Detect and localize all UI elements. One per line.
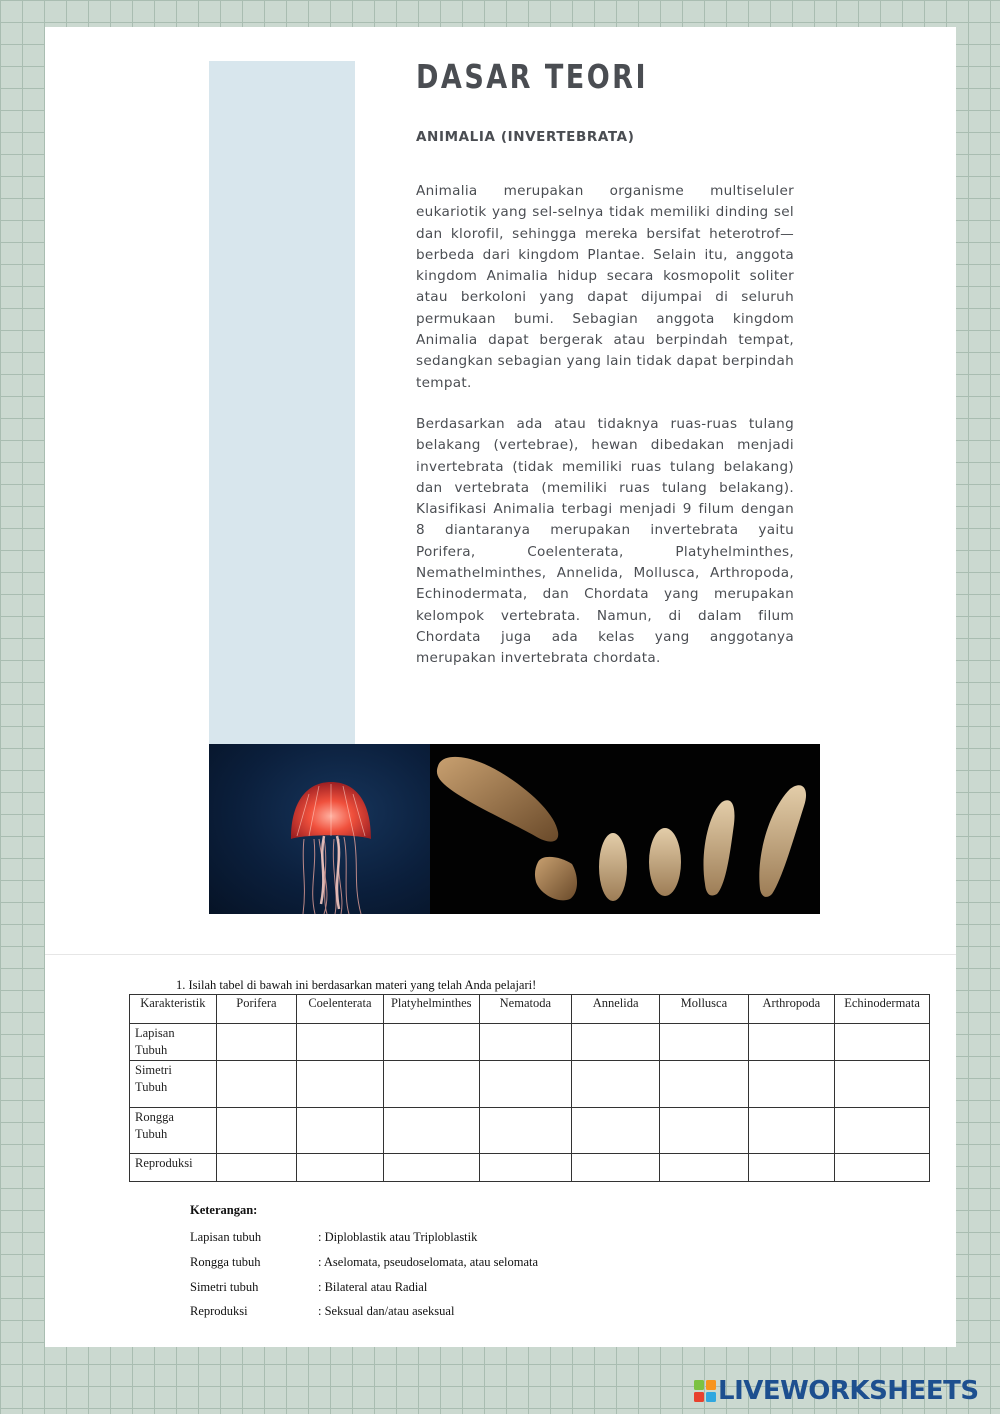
answer-cell[interactable] — [216, 1108, 296, 1154]
answer-cell[interactable] — [835, 1108, 930, 1154]
answer-cell[interactable] — [571, 1108, 659, 1154]
legend-item — [190, 1230, 538, 1255]
answer-cell[interactable] — [748, 1061, 835, 1108]
legend-description: : Aselomata, pseudoselomata, atau selomata — [318, 1254, 539, 1269]
classification-table — [129, 994, 930, 1182]
row-header-line: Tubuh — [135, 1043, 168, 1057]
theory-paragraph-2: Berdasarkan ada atau tidaknya ruas-ruas tulang belakang (vertebrae), hewan dibedakan menjadi invertebrata (tidak memiliki ruas tulang belakang) dan vertebrata (memiliki ruas tulang belakang). Klasifikasi Animalia terbagi menjadi 9 filum dengan 8 diantaranya merupakan invertebrata yaitu Porifera, Coelenterata, Platyhelminthes, Nemathelminthes, Annelida, Mollusca, Arthropoda, Echinodermata, dan Chordata yang merupakan kelompok vertebrata. Namun, di dalam filum Chordata juga ada kelas yang anggotanya merupakan invertebrata chordata. — [416, 416, 794, 667]
task-instruction: 1. Isilah tabel di bawah ini berdasarkan materi yang telah Anda pelajari! — [176, 978, 537, 992]
column-header: Porifera — [216, 995, 296, 1024]
answer-cell[interactable] — [660, 1154, 748, 1182]
liveworksheets-logo-icon — [694, 1380, 716, 1402]
answer-cell[interactable] — [297, 1061, 384, 1108]
answer-cell[interactable] — [660, 1024, 748, 1061]
brand-name: LIVEWORKSHEETS — [718, 1376, 979, 1406]
answer-cell[interactable] — [748, 1154, 835, 1182]
row-header — [130, 1061, 217, 1108]
table-row — [130, 1024, 930, 1061]
answer-cell[interactable] — [297, 1154, 384, 1182]
page-title: DASAR TEORI — [416, 57, 649, 96]
column-header: Mollusca — [660, 995, 748, 1024]
column-header: Coelenterata — [297, 995, 384, 1024]
legend-term: Simetri tubuh — [190, 1279, 259, 1294]
legend-term: Reproduksi — [190, 1304, 248, 1319]
legend — [190, 1203, 538, 1329]
legend-item — [190, 1255, 538, 1280]
legend-description: : Diploblastik atau Triploblastik — [318, 1230, 478, 1244]
column-header: Echinodermata — [835, 995, 930, 1024]
row-header-line: Tubuh — [135, 1127, 168, 1141]
row-header-line: Simetri — [135, 1063, 172, 1077]
section-divider — [45, 954, 956, 955]
table-header-row — [130, 995, 930, 1024]
answer-cell[interactable] — [479, 1061, 571, 1108]
table-row — [130, 1108, 930, 1154]
answer-cell[interactable] — [383, 1024, 479, 1061]
column-header: Platyhelminthes — [383, 995, 479, 1024]
column-header: Annelida — [571, 995, 659, 1024]
answer-cell[interactable] — [835, 1024, 930, 1061]
legend-term: Lapisan tubuh — [190, 1230, 262, 1244]
column-header: Arthropoda — [748, 995, 835, 1024]
legend-description: : Seksual dan/atau aseksual — [318, 1304, 455, 1319]
jellyfish-photo — [209, 744, 430, 914]
answer-cell[interactable] — [216, 1061, 296, 1108]
answer-cell[interactable] — [479, 1154, 571, 1182]
answer-cell[interactable] — [297, 1108, 384, 1154]
answer-cell[interactable] — [383, 1108, 479, 1154]
answer-cell[interactable] — [660, 1108, 748, 1154]
answer-cell[interactable] — [383, 1061, 479, 1108]
row-header — [130, 1024, 217, 1061]
decorative-side-bar — [209, 61, 355, 745]
answer-cell[interactable] — [571, 1061, 659, 1108]
answer-cell[interactable] — [571, 1024, 659, 1061]
answer-cell[interactable] — [835, 1154, 930, 1182]
theory-paragraph-1: Animalia merupakan organisme multiseluler eukariotik yang sel-selnya tidak memiliki dinding sel dan klorofil, sehingga mereka bersifat heterotrof—berbeda dari kingdom Plantae. Selain itu, anggota kingdom Animalia hidup secara kosmopolit soliter atau berkoloni yang dapat dijumpai di seluruh permukaan bumi. Sebagian anggota kingdom Animalia dapat bergerak atau berpindah tempat, sedangkan sebagian yang lain tidak dapat berpindah tempat. — [416, 183, 794, 391]
section-subtitle: ANIMALIA (INVERTEBRATA) — [416, 129, 635, 145]
legend-item — [190, 1280, 538, 1305]
answer-cell[interactable] — [660, 1061, 748, 1108]
row-header — [130, 1108, 217, 1154]
answer-cell[interactable] — [216, 1154, 296, 1182]
table-row — [130, 1061, 930, 1108]
answer-cell[interactable] — [297, 1024, 384, 1061]
answer-cell[interactable] — [383, 1154, 479, 1182]
row-header-line: Lapisan — [135, 1026, 175, 1040]
row-header-line: Tubuh — [135, 1080, 168, 1094]
answer-cell[interactable] — [479, 1108, 571, 1154]
liveworksheets-brand[interactable] — [694, 1376, 979, 1406]
answer-cell[interactable] — [748, 1108, 835, 1154]
legend-item — [190, 1304, 538, 1329]
row-header-line: Reproduksi — [135, 1156, 193, 1170]
answer-cell[interactable] — [748, 1024, 835, 1061]
legend-title: Keterangan: — [190, 1203, 258, 1217]
row-header-line: Rongga — [135, 1110, 174, 1124]
column-header: Nematoda — [479, 995, 571, 1024]
worksheet-page — [45, 27, 956, 1347]
answer-cell[interactable] — [479, 1024, 571, 1061]
answer-cell[interactable] — [835, 1061, 930, 1108]
column-header: Karakteristik — [130, 995, 217, 1024]
table-row — [130, 1154, 930, 1182]
answer-cell[interactable] — [216, 1024, 296, 1061]
answer-cell[interactable] — [571, 1154, 659, 1182]
legend-term: Rongga tubuh — [190, 1254, 261, 1269]
row-header — [130, 1154, 217, 1182]
planaria-photo — [430, 744, 820, 914]
legend-description: : Bilateral atau Radial — [318, 1279, 428, 1294]
